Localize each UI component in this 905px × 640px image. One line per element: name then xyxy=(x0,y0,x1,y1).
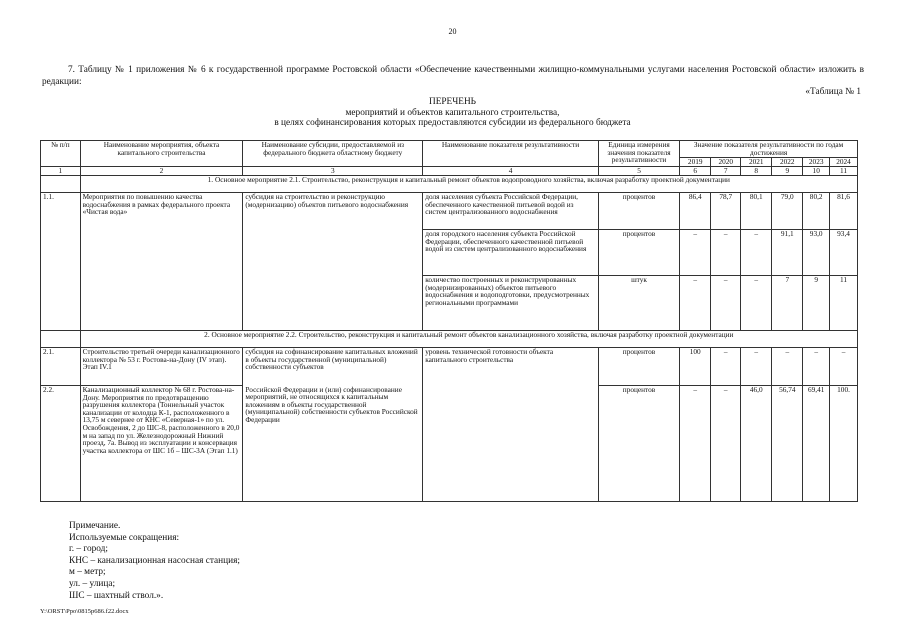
section-2-title: 2. Основное мероприятие 2.2. Строительство, реконструкция и капитальный ремонт объектов канализационного хозяйства, включая разработку проектной документации xyxy=(80,331,857,348)
value-cell: 80,1 xyxy=(741,193,772,230)
value-cell: – xyxy=(803,348,830,386)
value-cell: 78,7 xyxy=(711,193,741,230)
row-2-2-num: 2.2. xyxy=(41,386,81,502)
col-number: 10 xyxy=(803,167,830,176)
row-1-1-num: 1.1. xyxy=(41,193,81,331)
value-cell: 9 xyxy=(803,276,830,331)
value-cell: 46,0 xyxy=(741,386,772,502)
note-line: Примечание. xyxy=(69,521,121,531)
header-year: 2019 xyxy=(680,158,711,167)
heading-title: ПЕРЕЧЕНЬ xyxy=(428,97,476,107)
note-line: ул. – улица; xyxy=(69,578,116,589)
row-2-indicator: уровень технической готовности объекта капитального строительства xyxy=(423,348,599,502)
value-cell: 56,74 xyxy=(772,386,803,502)
page-number: 20 xyxy=(448,27,457,36)
value-cell: – xyxy=(680,386,711,502)
value-cell: – xyxy=(741,230,772,276)
value-cell: – xyxy=(711,386,741,502)
file-path-footer: Y:\ORST\Ppo\0815p686.f22.docx xyxy=(40,608,129,615)
indicator-name: количество построенных и реконструированных (модернизированных) объектов питьевого водоснабжения и водоподготовки, предусмотренных региональными программами xyxy=(423,276,599,331)
row-1-1-subsidy: субсидия на строительство и реконструкцию (модернизацию) объектов питьевого водоснабжения xyxy=(243,193,423,331)
indicator-unit: процентов xyxy=(598,193,679,230)
section-1-title: 1. Основное мероприятие 2.1. Строительство, реконструкция и капитальный ремонт объектов водопроводного хозяйства, включая разработку проектной документации xyxy=(80,176,857,193)
indicator-unit: процентов xyxy=(598,230,679,276)
header-year: 2022 xyxy=(772,158,803,167)
col-number: 8 xyxy=(741,167,772,176)
col-number: 4 xyxy=(423,167,599,176)
note-line: Используемые сокращения: xyxy=(69,532,180,543)
notes xyxy=(69,521,240,602)
value-cell: 100 xyxy=(680,348,711,386)
row-1-1-event: Мероприятия по повышению качества водоснабжения в рамках федерального проекта «Чистая вода» xyxy=(80,193,243,331)
header-subsidy: Наименование субсидии, предоставляемой из федерального бюджета областному бюджету xyxy=(243,141,423,167)
indicator-unit: штук xyxy=(598,276,679,331)
value-cell: 100. xyxy=(830,386,858,502)
row-2-1-event: Строительство третьей очереди канализационного коллектора № 53 г. Ростова-на-Дону (IV этап). Этап IV.1 xyxy=(80,348,243,386)
value-cell: – xyxy=(711,230,741,276)
value-cell: 81,6 xyxy=(830,193,858,230)
events-table xyxy=(40,140,858,502)
col-number: 11 xyxy=(830,167,858,176)
row-2-2-unit: процентов xyxy=(598,386,679,502)
row-2-2-subsidy: Российской Федерации и (или) софинансирование мероприятий, не относящихся к капитальным вложениям в объекты государственной (муниципальной) собственности субъектов Российской Федерации xyxy=(243,386,423,502)
header-year: 2024 xyxy=(830,158,858,167)
value-cell: 7 xyxy=(772,276,803,331)
heading-subtitle-2: в целях софинансирования которых предоставляются субсидии из федерального бюджета xyxy=(274,118,631,128)
table-label: «Таблица № 1 xyxy=(805,87,861,97)
indicator-name: доля населения субъекта Российской Федерации, обеспеченного качественной питьевой водой из систем централизованного водоснабжения xyxy=(423,193,599,230)
col-number: 9 xyxy=(772,167,803,176)
note-line: м – метр; xyxy=(69,567,106,578)
header-year: 2023 xyxy=(803,158,830,167)
row-2-2-event: Канализационный коллектор № 68 г. Ростова-на-Дону. Мероприятия по предотвращению разрушения коллектора (Тоннельный участок канализации от колодца К-1, расположенного в 13,75 м севернее от КНС «Северная-1» по ул. Освобождения, 2 до ШС-8, расположенного в 20,0 м на запад по ул. Железнодорожный Нижний проезд, 7а. Вывод из эксплуатации и консервация участка коллектора от ШС 1б – ШС-3А (Этап 1.1) xyxy=(80,386,243,502)
col-number: 6 xyxy=(680,167,711,176)
value-cell: 79,0 xyxy=(772,193,803,230)
value-cell: – xyxy=(741,348,772,386)
value-cell: – xyxy=(680,276,711,331)
intro-paragraph: 7. Таблицу № 1 приложения № 6 к государственной программе Ростовской области «Обеспечение качественными жилищно-коммунальными услугами населения Ростовской области» изложить в редакции: xyxy=(42,65,864,87)
value-cell: – xyxy=(741,276,772,331)
value-cell: 86,4 xyxy=(680,193,711,230)
row-2-1-subsidy: субсидия на софинансирование капитальных вложений в объекты государственной (муниципальной) собственности субъектов xyxy=(243,348,423,386)
value-cell: – xyxy=(711,276,741,331)
header-event: Наименование мероприятия, объекта капитального строительства xyxy=(80,141,243,167)
value-cell: – xyxy=(772,348,803,386)
col-number: 5 xyxy=(598,167,679,176)
col-number: 2 xyxy=(80,167,243,176)
row-2-1-unit: процентов xyxy=(598,348,679,386)
value-cell: 91,1 xyxy=(772,230,803,276)
header-unit: Единица измерения значения показателя результативности xyxy=(598,141,679,167)
header-indicator: Наименование показателя результативности xyxy=(423,141,599,167)
indicator-name: доля городского населения субъекта Российской Федерации, обеспеченного качественной питьевой водой из систем централизованного водоснабжения xyxy=(423,230,599,276)
value-cell: 69,41 xyxy=(803,386,830,502)
col-number: 7 xyxy=(711,167,741,176)
heading-subtitle-1: мероприятий и объектов капитального строительства, xyxy=(345,107,560,118)
value-cell: 11 xyxy=(830,276,858,331)
header-num: № п/п xyxy=(41,141,81,167)
header-values: Значение показателя результативности по годам достижения xyxy=(680,141,858,158)
note-line: г. – город; xyxy=(69,544,108,555)
col-number: 3 xyxy=(243,167,423,176)
value-cell: – xyxy=(711,348,741,386)
value-cell: – xyxy=(830,348,858,386)
document-heading xyxy=(0,97,905,129)
row-2-1-num: 2.1. xyxy=(41,348,81,386)
value-cell: 93,0 xyxy=(803,230,830,276)
value-cell: 93,4 xyxy=(830,230,858,276)
col-number: 1 xyxy=(41,167,81,176)
note-line: КНС – канализационная насосная станция; xyxy=(69,555,240,566)
value-cell: – xyxy=(680,230,711,276)
header-year: 2020 xyxy=(711,158,741,167)
header-year: 2021 xyxy=(741,158,772,167)
value-cell: 80,2 xyxy=(803,193,830,230)
note-line: ШС – шахтный ствол.». xyxy=(69,590,164,601)
